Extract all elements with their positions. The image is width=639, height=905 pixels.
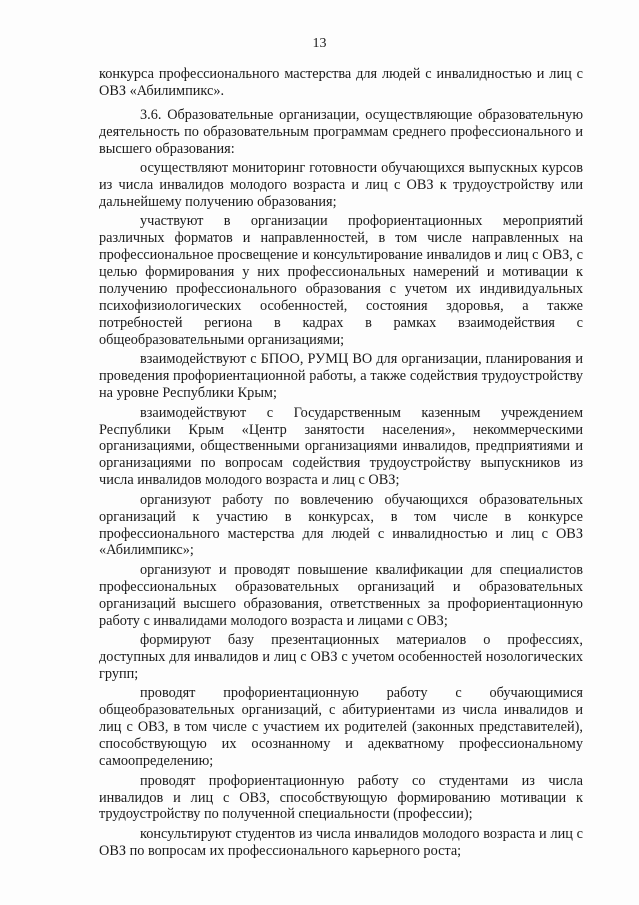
paragraph-bpoo-rumc-cooperation: взаимодействуют с БПОО, РУМЦ ВО для организации, планирования и проведения профориентационной работы, а также содействия трудоустройству на уровне Республики Крым; bbox=[99, 351, 583, 402]
section-3-6-heading: 3.6. Образовательные организации, осуществляющие образовательную деятельность по образовательным программам среднего профессионального и высшего образования: bbox=[99, 106, 583, 157]
paragraph-career-guidance-events: участвуют в организации профориентационных мероприятий различных форматов и направленностей, в том числе направленных на профессиональное просвещение и консультирование инвалидов и лиц с ОВЗ, с целью формирования у них профессиональных намерений и мотивации к получению профессионального образования с учетом их индивидуальных психофизиологических особенностей, состояния здоровья, а также потребностей региона в кадрах в рамках взаимодействия с общеобразовательными организациями; bbox=[99, 213, 583, 348]
paragraph-presentation-materials: формируют базу презентационных материалов о профессиях, доступных для инвалидов и лиц с ОВЗ с учетом особенностей нозологических групп; bbox=[99, 632, 583, 682]
page-number: 13 bbox=[312, 36, 327, 51]
paragraph-school-guidance: проводят профориентационную работу с обучающимися общеобразовательных организаций, с абитуриентами из числа инвалидов и лиц с ОВЗ, в том числе с участием их родителей (законных представителей), способствующую их осознанному и адекватному профессиональному самоопределению; bbox=[99, 685, 583, 770]
paragraph-employment-center-cooperation: взаимодействуют с Государственным казенным учреждением Республики Крым «Центр занятости населения», некоммерческими организациями, общественными организациями инвалидов, предприятиями и организациями по вопросам содействия трудоустройству выпускников из числа инвалидов молодого возраста и лиц с ОВЗ; bbox=[99, 404, 583, 489]
paragraph-career-consulting: консультируют студентов из числа инвалидов молодого возраста и лиц с ОВЗ по вопросам их профессионального карьерного роста; bbox=[99, 825, 583, 859]
paragraph-qualification-training: организуют и проводят повышение квалификации для специалистов профессиональных образовательных организаций и образовательных организаций высшего образования, ответственных за профориентационную работу с инвалидами молодого возраста и лицами с ОВЗ; bbox=[99, 561, 583, 629]
paragraph-competitions: организуют работу по вовлечению обучающихся образовательных организаций к участию в конкурсах, в том числе в конкурсе профессионального мастерства для людей с инвалидностью и лиц с ОВЗ «Абилимпикс»; bbox=[99, 491, 583, 559]
paragraph-student-guidance: проводят профориентационную работу со студентами из числа инвалидов и лиц с ОВЗ, способствующую формированию мотивации к трудоустройству по полученной специальности (профессии); bbox=[99, 772, 583, 823]
document-body bbox=[99, 66, 583, 860]
paragraph-abilympics-continuation: конкурса профессионального мастерства для людей с инвалидностью и лиц с ОВЗ «Абилимпикс». bbox=[99, 66, 583, 99]
paragraph-monitoring: осуществляют мониторинг готовности обучающихся выпускных курсов из числа инвалидов молодого возраста и лиц с ОВЗ к трудоустройству или дальнейшему получению образования; bbox=[99, 160, 583, 210]
